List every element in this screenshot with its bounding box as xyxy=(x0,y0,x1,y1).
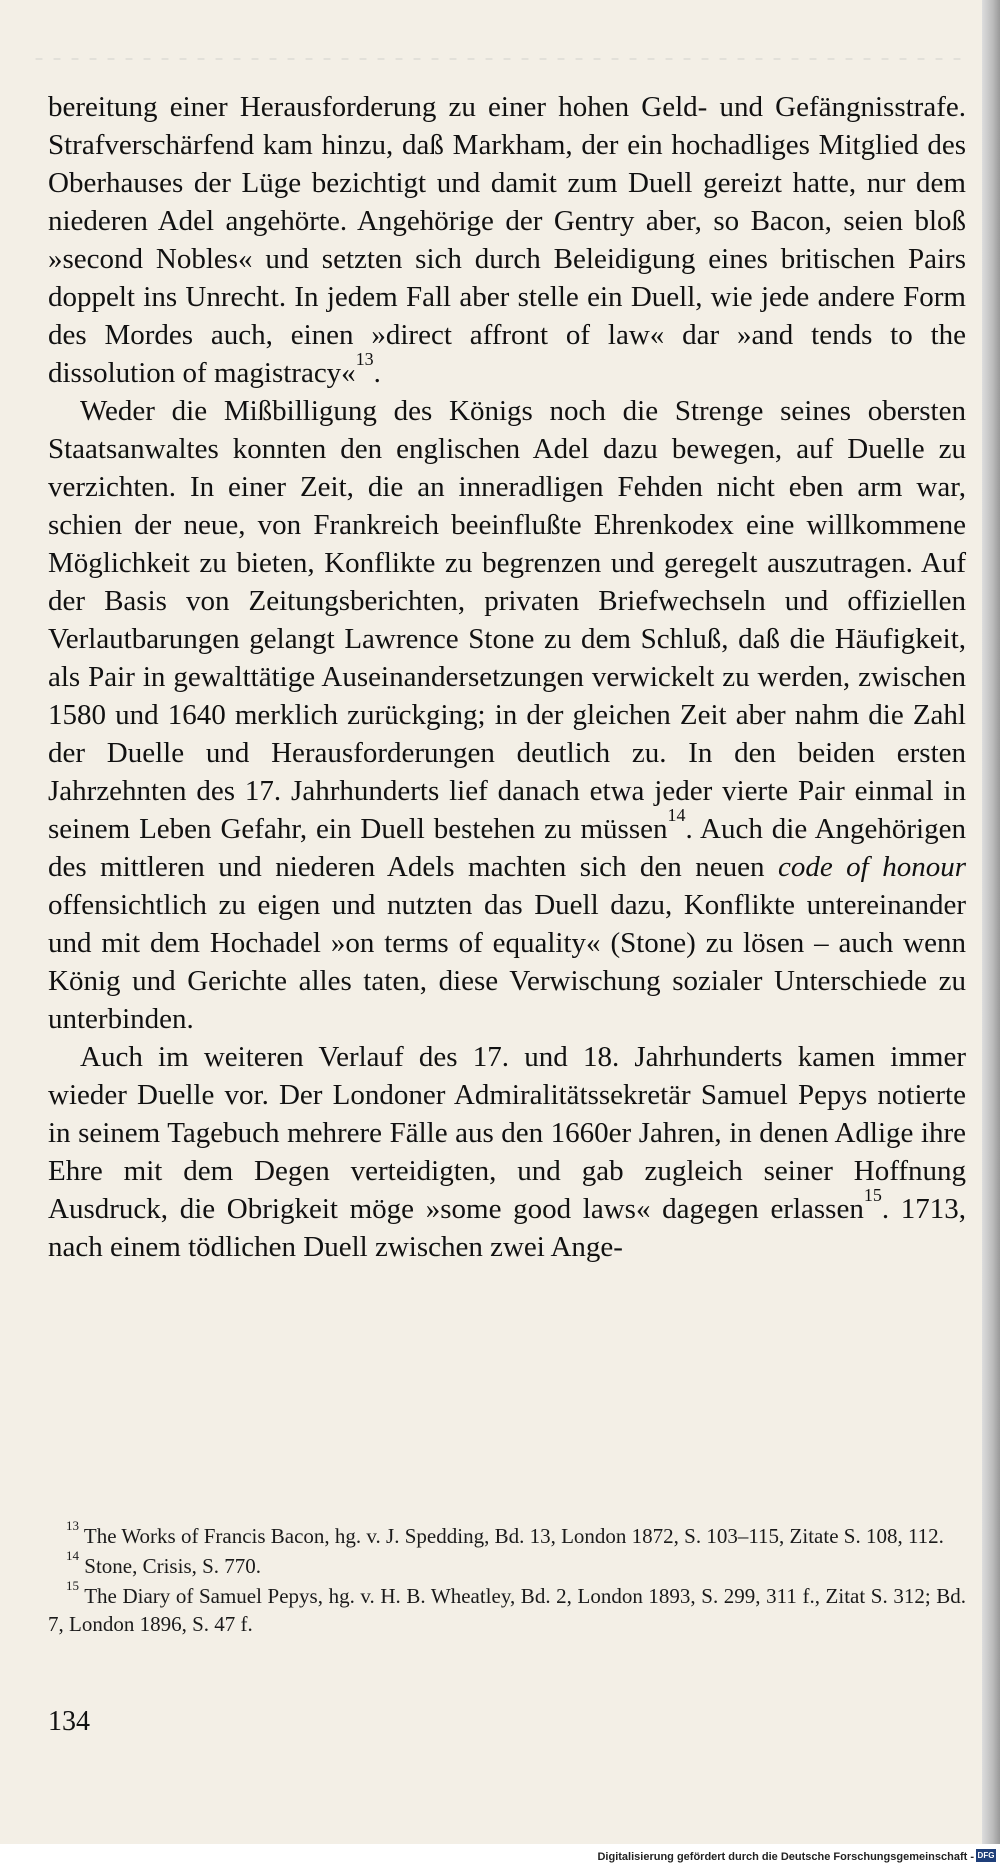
paragraph-3: Auch im weiteren Verlauf des 17. und 18. Jahrhunderts kamen immer wieder Duelle vor. Der Londoner Admiralitätssekretär Samuel Pepys notierte in seinem Tagebuch mehrere Fälle aus den 1660er Jahren, in denen Adlige ihre Ehre mit dem Degen verteidigten, und gab zugleich seiner Hoffnung Ausdruck, die Obrigkeit möge »some good laws« dagegen erlassen$^{15}$. 1713, nach einem tödlichen Duell zwischen zwei Ange- xyxy=(48,1041,966,1263)
paragraph-1: bereitung einer Herausforderung zu einer hohen Geld- und Gefängnisstrafe. Strafverschärfend kam hinzu, daß Markham, der ein hochadliges Mitglied des Oberhauses der Lüge bezichtigt und damit zum Duell gereizt hatte, nur dem niederen Adel angehörte. Angehörige der Gentry aber, so Bacon, seien bloß »second Nobles« und setzten sich durch Beleidigung eines britischen Pairs doppelt ins Unrecht. In jedem Fall aber stelle ein Duell, wie jede andere Form des Mordes auch, einen »direct affront of law« dar »and tends to the dissolution of magistracy«$^{13}$. xyxy=(48,91,966,389)
footnote-15: $^{15}$ The Diary of Samuel Pepys, hg. v. H. B. Wheatley, Bd. 2, London 1893, S. 299, 311 f., Zitat S. 312; Bd. 7, London 1896, S. 47 f. xyxy=(48,1578,966,1636)
footnote-ref-14: 14 xyxy=(667,804,686,825)
italic-phrase: code of honour xyxy=(777,851,966,883)
footnote-14: $^{14}$ Stone, Crisis, S. 770. xyxy=(66,1548,262,1578)
page-top-speckle xyxy=(30,58,970,60)
paragraph-2: Weder die Mißbilligung des Königs noch die Strenge seines obersten Staatsanwaltes konnten den englischen Adel dazu bewegen, auf Duelle zu verzichten. In einer Zeit, die an inneradligen Fehden nicht eben arm war, schien der neue, von Frankreich beeinflußte Ehrenkodex eine willkommene Möglichkeit zu bieten, Konflikte zu begrenzen und geregelt auszutragen. Auf der Basis von Zeitungsberichten, privaten Briefwechseln und offiziellen Verlautbarungen gelangt Lawrence Stone zu dem Schluß, daß die Häufigkeit, als Pair in gewalttätige Auseinandersetzungen verwickelt zu werden, zwischen 1580 und 1640 merklich zurückging; in der gleichen Zeit aber nahm die Zahl der Duelle und Herausforderungen deutlich zu. In den beiden ersten Jahrzehnten des 17. Jahrhunderts lief danach etwa jeder vierte Pair einmal in seinem Leben Gefahr, ein Duell bestehen zu müssen$^{14}$. Auch die Angehörigen des mittleren und niederen Adels machten sich den neuen code of honour offensichtlich zu eigen und nutzten das Duell dazu, Konflikte untereinander und mit dem Hochadel »on terms of equality« (Stone) zu lösen – auch wenn König und Gerichte alles taten, diese Verwischung sozialer Unterschiede zu unterbinden. xyxy=(48,395,966,1035)
dfg-logo-icon: DFG xyxy=(977,1851,995,1860)
digitization-credit-bar xyxy=(0,1844,1000,1866)
body-text xyxy=(48,88,966,1266)
digitization-credit: Digitalisierung gefördert durch die Deutsche Forschungsgemeinschaft - xyxy=(597,1851,974,1863)
footnotes xyxy=(48,1518,966,1638)
page-number: 134 xyxy=(48,1706,90,1737)
page-edge-shadow xyxy=(982,0,1000,1866)
footnote-13: $^{13}$ The Works of Francis Bacon, hg. v. J. Spedding, Bd. 13, London 1872, S. 103–115, Zitate S. 108, 112. xyxy=(66,1518,944,1548)
footnote-ref-15: 15 xyxy=(863,1184,882,1205)
footnote-ref-13: 13 xyxy=(355,348,374,369)
